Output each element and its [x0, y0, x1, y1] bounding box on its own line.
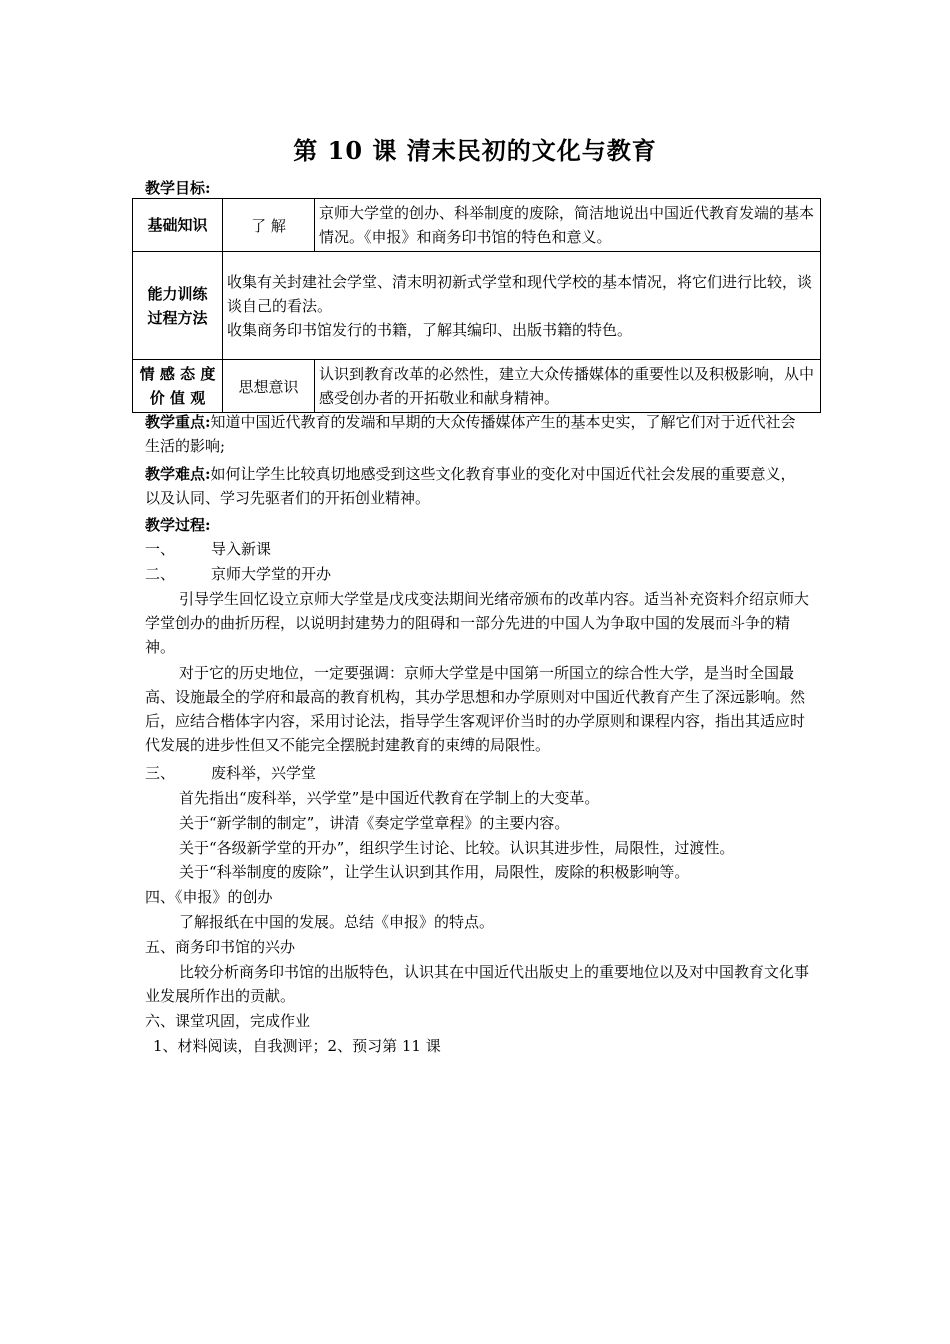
key-point-label: 教学重点:	[145, 413, 211, 431]
paragraph: 对于它的历史地位，一定要强调：京师大学堂是中国第一所国立的综合性大学，是当时全国最高、设施最全的学府和最高的教育机构，其办学思想和办学原则对中国近代教育产生了深远影响。然后，应结合楷体字内容，采用讨论法，指导学生客观评价当时的办学原则和课程内容，指出其适应时代发展的进步性但又不能完全摆脱封建教育的束缚的局限性。	[145, 664, 806, 754]
section-heading: 五、商务印书馆的兴办	[145, 938, 296, 956]
goals-row-basic	[133, 199, 821, 252]
section-heading	[145, 537, 271, 561]
goals-text: 京师大学堂的创办、科举制度的废除，简洁地说出中国近代教育发端的基本情况。《申报》和商务印书馆的特色和意义。	[315, 199, 821, 252]
section-heading	[145, 761, 316, 785]
key-point-text: 知道中国近代教育的发端和早期的大众传播媒体产生的基本史实，了解它们对于近代社会生活的影响;	[145, 413, 796, 455]
goals-category: 基础知识	[133, 199, 223, 252]
goals-text: 认识到教育改革的必然性，建立大众传播媒体的重要性以及积极影响，从中感受创办者的开拓敬业和献身精神。	[315, 360, 821, 413]
process-heading: 教学过程:	[145, 516, 211, 534]
goals-text	[223, 252, 821, 360]
key-point	[145, 410, 810, 458]
paragraph: 1、材料阅读，自我测评；2、预习第 11 课	[153, 1037, 441, 1055]
goals-category-line: 过程方法	[147, 308, 208, 327]
paragraph: 引导学生回忆设立京师大学堂是戊戌变法期间光绪帝颁布的改革内容。适当补充资料介绍京师大学堂创办的曲折历程，以说明封建势力的阻碍和一部分先进的中国人为争取中国的发展而斗争的精神。	[145, 590, 810, 656]
difficult-point-text: 如何让学生比较真切地感受到这些文化教育事业的变化对中国近代社会发展的重要意义，以及认同、学习先驱者们的开拓创业精神。	[145, 465, 796, 507]
paragraph: 首先指出“废科举，兴学堂”是中国近代教育在学制上的大变革。	[179, 789, 600, 807]
paragraph: 关于“各级新学堂的开办”，组织学生讨论、比较。认识其进步性，局限性，过渡性。	[179, 839, 735, 857]
paragraph: 关于“科举制度的废除”，让学生认识到其作用，局限性，废除的积极影响等。	[179, 863, 690, 881]
section-heading: 四、《申报》的创办	[145, 888, 273, 906]
page-title: 第 10 课 清末民初的文化与教育	[293, 136, 657, 165]
difficult-point-label: 教学难点:	[145, 465, 211, 483]
section-number: 一、	[145, 540, 176, 558]
section-title: 导入新课	[211, 540, 272, 558]
paragraph: 了解报纸在中国的发展。总结《申报》的特点。	[179, 913, 495, 931]
goals-table	[132, 198, 821, 413]
goals-level: 了 解	[223, 199, 315, 252]
goals-row-emotion	[133, 360, 821, 413]
section-title: 废科举，兴学堂	[211, 764, 317, 782]
section-number: 二、	[145, 565, 176, 583]
goals-category-line: 情 感 态 度	[139, 365, 216, 383]
goals-text-line: 收集有关封建社会学堂、清末明初新式学堂和现代学校的基本情况，将它们进行比较，谈谈自己的看法。	[227, 272, 813, 315]
goals-level: 思想意识	[223, 360, 315, 413]
goals-category-line: 能力训练	[147, 284, 208, 303]
section-heading	[145, 562, 331, 586]
goals-heading: 教学目标:	[145, 179, 211, 197]
paragraph: 比较分析商务印书馆的出版特色，认识其在中国近代出版史上的重要地位以及对中国教育文化事业发展所作出的贡献。	[145, 963, 810, 1005]
goals-row-ability	[133, 252, 821, 360]
section-title: 京师大学堂的开办	[211, 565, 332, 583]
section-heading: 六、课堂巩固，完成作业	[145, 1012, 311, 1030]
section-number: 三、	[145, 764, 176, 782]
goals-text-line: 收集商务印书馆发行的书籍，了解其编印、出版书籍的特色。	[227, 320, 633, 339]
goals-category	[133, 360, 223, 413]
paragraph: 关于“新学制的制定”，讲清《奏定学堂章程》的主要内容。	[179, 814, 570, 832]
difficult-point	[145, 462, 810, 510]
goals-category	[133, 252, 223, 360]
goals-category-line: 价 值 观	[149, 389, 206, 407]
